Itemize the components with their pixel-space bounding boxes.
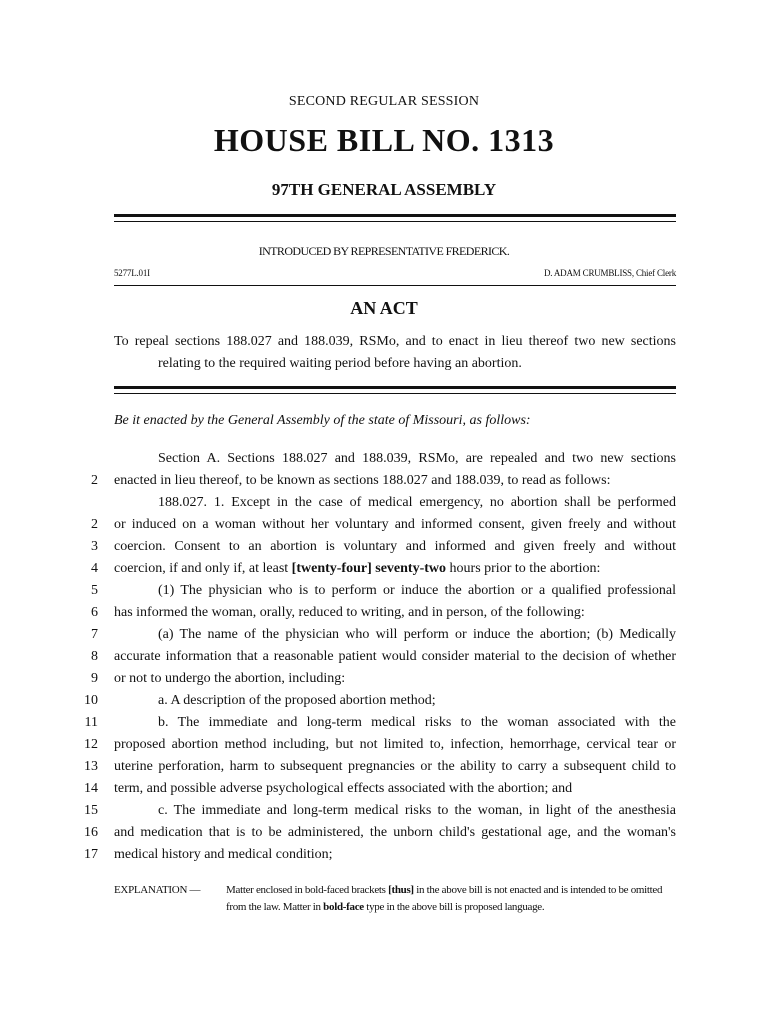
line-number: 5	[91, 583, 98, 598]
line-number: 15	[84, 803, 98, 818]
line-number: 7	[91, 627, 98, 642]
new-text: seventy-two	[375, 561, 447, 576]
line-number: 2	[91, 473, 98, 488]
line-number: 10	[84, 693, 98, 708]
body-line: 10 a. A description of the proposed abortion method;	[0, 690, 768, 712]
explanation-label: EXPLANATION —	[114, 884, 201, 896]
body-line: 7 (a) The name of the physician who will perform or induce the abortion; (b) Medically	[0, 624, 768, 646]
body-line: 11 b. The immediate and long-term medical risks to the woman associated with the	[0, 712, 768, 734]
explanation-text: Matter enclosed in bold-faced brackets [thus] in the above bill is not enacted and is intended to be omitted from the law. Matter in bold-face type in the above bill is proposed language.	[226, 884, 663, 913]
body-line: 13 uterine perforation, harm to subsequent pregnancies or the ability to carry a subsequent child to	[0, 756, 768, 778]
body-line: 3 coercion. Consent to an abortion is voluntary and informed and given freely and without	[0, 536, 768, 558]
line-number: 9	[91, 671, 98, 686]
body-line: 6 has informed the woman, orally, reduced to writing, and in person, of the following:	[0, 602, 768, 624]
line-number: 11	[84, 715, 98, 730]
line-number: 12	[84, 737, 98, 752]
body-line: 8 accurate information that a reasonable patient would consider material to the decision of whether	[0, 646, 768, 668]
body-line: 2 or induced on a woman without her voluntary and informed consent, given freely and without	[0, 514, 768, 536]
act-heading: AN ACT	[350, 298, 418, 318]
chief-clerk: D. ADAM CRUMBLISS, Chief Clerk	[543, 268, 676, 278]
enacting-clause: Be it enacted by the General Assembly of the state of Missouri, as follows:	[114, 413, 531, 428]
introduced-by: INTRODUCED BY REPRESENTATIVE FREDERICK.	[258, 244, 510, 258]
header-rule-thin	[114, 221, 676, 222]
body-line: 188.027. 1. Except in the case of medical emergency, no abortion shall be performed	[158, 495, 676, 510]
bill-body	[0, 448, 768, 866]
line-number: 4	[91, 561, 98, 576]
line-number: 2	[91, 517, 98, 532]
line-number: 6	[91, 605, 98, 620]
body-line: 16 and medication that is to be administered, the unborn child's gestational age, and the woman's	[0, 822, 768, 844]
header-rule-thick	[114, 214, 676, 217]
body-line: 15 c. The immediate and long-term medical risks to the woman, in light of the anesthesia	[0, 800, 768, 822]
act-title-line-1: To repeal sections 188.027 and 188.039, RSMo, and to enact in lieu thereof two new sections	[114, 334, 676, 349]
act-rule-thin	[114, 393, 676, 394]
bill-number-title: HOUSE BILL NO. 1313	[213, 122, 555, 158]
body-line: 14 term, and possible adverse psychological effects associated with the abortion; and	[0, 778, 768, 800]
meta-rule	[114, 285, 676, 286]
body-line: Section A. Sections 188.027 and 188.039, RSMo, are repealed and two new sections	[158, 451, 676, 466]
body-line: 9 or not to undergo the abortion, including:	[0, 668, 768, 690]
body-line: 17 medical history and medical condition;	[0, 844, 768, 866]
line-number: 13	[84, 759, 98, 774]
session-label: SECOND REGULAR SESSION	[288, 94, 480, 109]
assembly-label: 97TH GENERAL ASSEMBLY	[271, 180, 497, 199]
document-code: 5277L.01I	[114, 268, 150, 278]
line-number: 16	[84, 825, 98, 840]
line-number: 8	[91, 649, 98, 664]
body-line: 5 (1) The physician who is to perform or induce the abortion or a qualified professional	[0, 580, 768, 602]
body-line: 12 proposed abortion method including, but not limited to, infection, hemorrhage, cervical tear or	[0, 734, 768, 756]
act-rule-thick	[114, 386, 676, 389]
deleted-text: [twenty-four]	[291, 561, 372, 576]
line-number: 3	[91, 539, 98, 554]
act-title-line-2: relating to the required waiting period before having an abortion.	[158, 356, 522, 371]
body-line: 2 enacted in lieu thereof, to be known as sections 188.027 and 188.039, to read as follows:	[0, 470, 768, 492]
line-number: 14	[84, 781, 98, 796]
body-line: 4 coercion, if and only if, at least [twenty-four] seventy-two hours prior to the abortion:	[0, 558, 768, 580]
line-number: 17	[84, 847, 98, 862]
